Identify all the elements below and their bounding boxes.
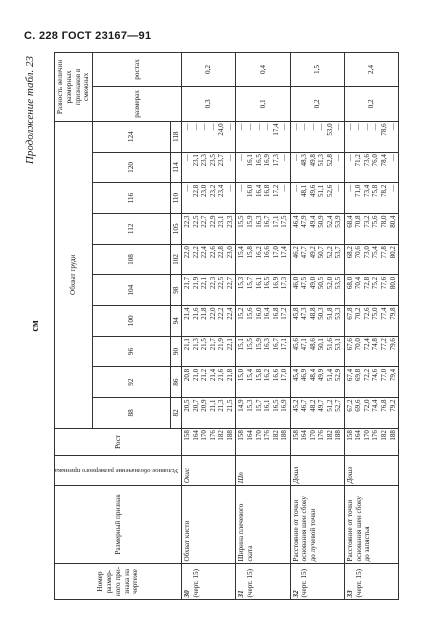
measurement-column: — 16,1 16,5 16,9 17,3 — bbox=[236, 152, 290, 183]
row-number-value: 32 bbox=[291, 590, 300, 598]
measurement-column: 15,4 15,8 16,2 16,6 17,0 17,4 bbox=[236, 244, 290, 275]
chest-value: 88 bbox=[93, 398, 170, 429]
chest-value: 112 bbox=[93, 213, 170, 244]
height-values: 158 164 170 176 182 188 bbox=[182, 428, 236, 456]
measurement-column: 15,3 15,7 16,1 16,5 16,9 17,3 bbox=[236, 275, 290, 306]
col-header-diff-heights: ростах bbox=[93, 53, 182, 87]
measurement-column: — 22,8 23,0 23,2 23,4 — bbox=[182, 183, 236, 214]
height-values: 158 164 170 176 182 188 bbox=[290, 428, 344, 456]
diff-size-value: 0,1 bbox=[236, 86, 290, 121]
measurement-column: — 16,0 16,4 16,8 17,2 — bbox=[236, 183, 290, 214]
row-number bbox=[236, 564, 290, 600]
hip-value: 82 bbox=[170, 398, 182, 429]
measurement-column: — 48,1 49,6 51,1 52,6 — bbox=[290, 183, 344, 214]
measurement-column: — — — — 53,0 — bbox=[290, 121, 344, 152]
table-row bbox=[182, 53, 236, 600]
measurement-column: — — — — 17,4 — bbox=[236, 121, 290, 152]
chest-value: 124 bbox=[93, 121, 170, 152]
height-values: 158 164 170 176 182 188 bbox=[236, 428, 290, 456]
measurement-column: 68,4 70,8 73,2 75,6 78,0 80,4 bbox=[344, 213, 398, 244]
diff-height-value: 1,5 bbox=[290, 53, 344, 87]
feature-name: Расстояние от точки основания шеи сбоку до лучевой точки bbox=[290, 485, 344, 563]
chest-value: 100 bbox=[93, 305, 170, 336]
measurement-column: 46,0 47,5 49,0 50,5 52,0 53,5 bbox=[290, 275, 344, 306]
unit-label: см bbox=[30, 320, 41, 332]
measurement-column: — — — — 78,6 — bbox=[344, 121, 398, 152]
diff-height-value: 0,2 bbox=[182, 53, 236, 87]
measurement-column: — 23,1 23,3 23,5 23,7 — bbox=[182, 152, 236, 183]
col-header-diff-sizes: размерах bbox=[93, 86, 182, 121]
hip-value: 118 bbox=[170, 121, 182, 152]
measurement-column: 67,8 70,2 72,6 75,0 77,4 79,8 bbox=[344, 305, 398, 336]
feature-name: Расстояние от точки основания шеи сбоку до запястья bbox=[344, 485, 398, 563]
measurement-column: — 48,3 49,8 51,3 52,8 — bbox=[290, 152, 344, 183]
measurement-column: 21,7 21,9 22,1 22,3 22,5 22,7 bbox=[182, 275, 236, 306]
measurement-column: 15,1 15,5 15,9 16,3 16,7 17,1 bbox=[236, 336, 290, 367]
chest-value: 108 bbox=[93, 244, 170, 275]
col-header-diff: Разность величин размерных признаков в смежных bbox=[55, 53, 93, 122]
drawing-reference: (черт. 15) bbox=[192, 569, 201, 598]
measurement-column: 68,2 70,6 73,0 75,4 77,8 80,2 bbox=[344, 244, 398, 275]
row-number-value: 31 bbox=[237, 590, 246, 598]
drawing-reference: (черт. 15) bbox=[300, 569, 309, 598]
measurement-column: 22,0 22,2 22,4 22,6 22,8 23,0 bbox=[182, 244, 236, 275]
feature-symbol: Oкис bbox=[182, 456, 236, 486]
diff-size-value: 0,2 bbox=[290, 86, 344, 121]
row-number bbox=[344, 564, 398, 600]
diff-height-value: 2,4 bbox=[344, 53, 398, 87]
feature-symbol: Дошл bbox=[290, 456, 344, 486]
col-header-symbol: Условное обозначение размерного признака bbox=[55, 456, 182, 486]
chest-value: 96 bbox=[93, 336, 170, 367]
measurement-table bbox=[54, 52, 399, 600]
measurement-column: 20,5 20,7 20,9 21,1 21,3 21,5 bbox=[182, 398, 236, 429]
hip-value: 98 bbox=[170, 275, 182, 306]
measurement-column: 15,2 15,6 16,0 16,4 16,8 17,2 bbox=[236, 305, 290, 336]
measurement-column: 67,2 69,6 72,0 74,4 76,8 79,2 bbox=[344, 398, 398, 429]
chest-value: 116 bbox=[93, 183, 170, 214]
continuation-label: Продолжение табл. 23 bbox=[24, 56, 36, 165]
hip-value: 105 bbox=[170, 213, 182, 244]
hip-value: 110 bbox=[170, 183, 182, 214]
measurement-column: 67,4 69,8 72,2 74,6 77,0 79,4 bbox=[344, 367, 398, 398]
measurement-column: 22,3 22,5 22,7 22,9 23,1 23,3 bbox=[182, 213, 236, 244]
measurement-column: 21,1 21,3 21,5 21,7 21,9 22,1 bbox=[182, 336, 236, 367]
measurement-column: 45,6 47,1 48,6 50,1 51,6 53,1 bbox=[290, 336, 344, 367]
col-header-height: Рост bbox=[55, 428, 182, 456]
feature-symbol: Дошз bbox=[344, 456, 398, 486]
feature-name: Обхват кисти bbox=[182, 485, 236, 563]
chest-value: 104 bbox=[93, 275, 170, 306]
height-values: 158 164 170 176 182 188 bbox=[344, 428, 398, 456]
measurement-column: 45,4 46,9 48,4 49,9 51,4 52,9 bbox=[290, 367, 344, 398]
row-number-value: 33 bbox=[345, 590, 354, 598]
table-row bbox=[344, 53, 398, 600]
feature-name: Ширина плечевого ската bbox=[236, 485, 290, 563]
page-header: С. 228 ГОСТ 23167—91 bbox=[24, 30, 152, 42]
hip-value: 114 bbox=[170, 152, 182, 183]
measurement-column: 46,4 47,9 49,4 50,9 52,4 53,9 bbox=[290, 213, 344, 244]
measurement-column: 21,4 21,6 21,8 22,0 22,2 22,4 bbox=[182, 305, 236, 336]
chest-value: 92 bbox=[93, 367, 170, 398]
diff-size-value: 0,3 bbox=[182, 86, 236, 121]
measurement-column: 15,5 15,9 16,3 16,7 17,1 17,5 bbox=[236, 213, 290, 244]
measurement-column: 45,2 46,7 48,2 49,7 51,2 52,7 bbox=[290, 398, 344, 429]
row-number-value: 30 bbox=[183, 590, 192, 598]
col-header-chest-group: Обхват груди bbox=[55, 121, 93, 428]
diff-height-value: 0,4 bbox=[236, 53, 290, 87]
hip-value: 86 bbox=[170, 367, 182, 398]
table-body bbox=[182, 53, 399, 600]
measurement-column: 46,2 47,7 49,2 50,7 52,2 53,7 bbox=[290, 244, 344, 275]
chest-value: 120 bbox=[93, 152, 170, 183]
measurement-column: 68,0 70,4 72,8 75,2 77,6 80,0 bbox=[344, 275, 398, 306]
row-number bbox=[290, 564, 344, 600]
measurement-column: — 71,2 73,6 76,0 78,4 — bbox=[344, 152, 398, 183]
row-number bbox=[182, 564, 236, 600]
table-row bbox=[290, 53, 344, 600]
feature-symbol: Шп bbox=[236, 456, 290, 486]
hip-value: 94 bbox=[170, 305, 182, 336]
hip-value: 90 bbox=[170, 336, 182, 367]
col-header-feature: Размерный признак bbox=[55, 485, 182, 563]
measurement-column: — — — — 24,0 — bbox=[182, 121, 236, 152]
drawing-reference: (черт. 15) bbox=[246, 569, 255, 598]
drawing-reference: (черт. 15) bbox=[354, 569, 363, 598]
measurement-column: 14,9 15,3 15,7 16,1 16,5 16,9 bbox=[236, 398, 290, 429]
hip-value: 102 bbox=[170, 244, 182, 275]
col-header-number: Номер размерного признака на чертеже bbox=[55, 564, 182, 600]
diff-size-value: 0,2 bbox=[344, 86, 398, 121]
measurement-column: 67,6 70,0 72,4 74,8 77,2 79,6 bbox=[344, 336, 398, 367]
measurement-column: 15,0 15,4 15,8 16,2 16,6 17,0 bbox=[236, 367, 290, 398]
measurement-column: 45,8 47,3 48,8 50,3 51,8 53,3 bbox=[290, 305, 344, 336]
table-row bbox=[236, 53, 290, 600]
measurement-column: 20,8 21,0 21,2 21,4 21,6 21,8 bbox=[182, 367, 236, 398]
measurement-column: — 71,0 73,4 75,8 78,2 — bbox=[344, 183, 398, 214]
